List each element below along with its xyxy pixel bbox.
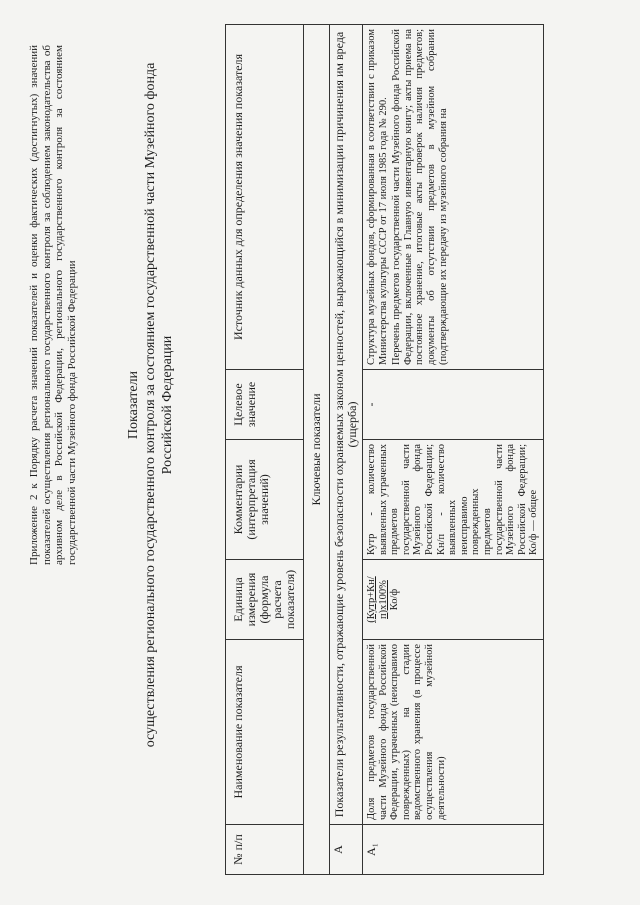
table-header-row xyxy=(226,25,304,875)
title-line-3: Российской Федерации xyxy=(160,335,175,475)
group-id: А xyxy=(330,825,363,875)
row-data-source xyxy=(363,25,544,370)
title-line-2: осуществления регионального государственного контроля за состоянием государственной части Музейного фонда xyxy=(143,62,158,748)
indicators-table xyxy=(225,24,544,875)
row-target-value: - xyxy=(363,370,544,440)
row-comments: Кутр - количество выявленных утраченных предметов государственной части Музейного фонда Российской Федерации; Кн/п - количество выявленных неисправимо поврежденных предметов государственной части Музейного фонда Российской Федерации; Ко/ф — общее xyxy=(363,440,544,560)
formula-denominator: Ко/ф xyxy=(389,588,401,611)
formula-numerator: (Кутр+Кн/п)х100% xyxy=(366,576,389,623)
table-row xyxy=(363,25,544,875)
source-paragraph-2: Перечень предметов государственной части Музейного фонда Российской Федерации, включенные в Главную инвентарную книгу; акты приема на постоянное хранение, итоговые акты проверок наличия предметов; документы об отсутствии предметов в музейном собрании (подтверждающие их передачу из музейного собрания на xyxy=(391,29,449,365)
row-indicator-name: Доля предметов государственной части Музейного фонда Российской Федерации, утраченных (неисправимо поврежденных) на стадии ведомственного хранения (в процессе осуществления музейной деятельности) xyxy=(363,640,544,825)
header-indicator-name: Наименование показателя xyxy=(226,640,304,825)
section-key-indicators: Ключевые показатели xyxy=(304,25,330,875)
row-id: А₁ xyxy=(363,825,544,875)
row-formula xyxy=(363,560,544,640)
header-comments: Комментарии (интерпретация значений) xyxy=(226,440,304,560)
group-title: Показатели результативности, отражающие уровень безопасности охраняемых законом ценностей, выражающийся в минимизации причинения им вреда (ущерба) xyxy=(330,25,363,825)
section-row xyxy=(304,25,330,875)
appendix-note: Приложение 2 к Порядку расчета значений показателей и оценки фактических (достигнутых) значений показателей осуществления регионального государственного контроля за соблюдением законодательства об архивном деле в Российской Федерации, регионального государственного контроля за состоянием государственной части Музейного фонда Российской Федерации xyxy=(28,45,78,565)
title-line-1: Показатели xyxy=(126,370,141,440)
header-target-value: Целевое значение xyxy=(226,370,304,440)
header-unit-formula: Единица измерения (формула расчета показателя) xyxy=(226,560,304,640)
header-number: № п/п xyxy=(226,825,304,875)
source-paragraph-1: Структура музейных фондов, сформированная в соответствии с приказом Министерства культуры СССР от 17 июля 1985 года № 290. xyxy=(366,29,389,365)
header-data-source: Источник данных для определения значения показателя xyxy=(226,25,304,370)
document-title xyxy=(125,55,176,755)
group-row xyxy=(330,25,363,875)
